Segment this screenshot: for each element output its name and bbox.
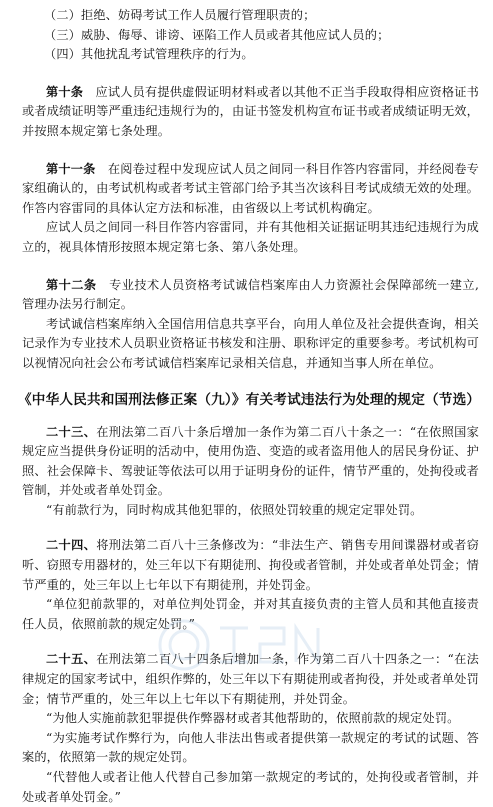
article-body: 专业技术人员资格考试诚信档案库由人力资源社会保障部统一建立,管理办法另行制定。 bbox=[22, 277, 479, 312]
section-25 bbox=[22, 650, 479, 709]
section-paragraph: “代替他人或者让他人代替自己参加第一款规定的考试的，处拘役或者管制，并处或者单处罚金。” bbox=[22, 770, 479, 804]
section-23 bbox=[22, 423, 479, 501]
article-paragraph: 考试诚信档案库纳入全国信用信息共享平台，向用人单位及社会提供查询，相关记录作为专业技术人员职业资格证书核发和注册、职称评定的重要参考。考试机构可以视情况向社会公布考试诚信档案库记录相关信息，并通知当事人所在单位。 bbox=[22, 316, 479, 370]
section-heading: 《中华人民共和国刑法修正案（九）》有关考试违法行为处理的规定（节选） bbox=[18, 391, 481, 408]
section-body: 在刑法第二百八十条后增加一条作为第二百八十条之一：“在依照国家规定应当提供身份证明的活动中，使用伪造、变造的或者盗用他人的居民身份证、护照、社会保障卡、驾驶证等依法可以用于证明身份的证件，情节严重的，处拘役或者管制，并处或者单处罚金。 bbox=[22, 424, 479, 498]
list-item: （二）拒绝、妨碍考试工作人员履行管理职责的； bbox=[44, 8, 316, 22]
section-body: 在刑法第二百八十四条后增加一条，作为第二百八十四条之一：“在法律规定的国家考试中，组织作弊的，处三年以下有期徒刑或者拘役，并处或者单处罚金；情节严重的，处三年以上七年以下有期徒刑，并处罚金。 bbox=[22, 652, 479, 706]
section-24 bbox=[22, 536, 479, 595]
article-title: 第十条 bbox=[46, 84, 84, 99]
section-title: 二十五、 bbox=[46, 652, 97, 667]
article-11 bbox=[22, 160, 479, 219]
article-paragraph: 应试人员之间同一科目作答内容雷同，并有其他相关证据证明其违纪违规行为成立的，视具体情形按照本规定第七条、第八条处理。 bbox=[22, 220, 479, 254]
section-paragraph: “单位犯前款罪的，对单位判处罚金，并对其直接负责的主管人员和其他直接责任人员，依照前款的规定处罚。” bbox=[22, 597, 479, 631]
article-title: 第十二条 bbox=[46, 277, 97, 292]
list-item: （三）威胁、侮辱、诽谤、诬陷工作人员或者其他应试人员的； bbox=[44, 27, 390, 42]
list-item: （四）其他扰乱考试管理秩序的行为。 bbox=[44, 47, 254, 62]
article-body: 应试人员有提供虚假证明材料或者以其他不正当手段取得相应资格证书或者成绩证明等严重违纪违规行为的，由证书签发机构宣布证书或者成绩证明无效，并按照本规定第七条处理。 bbox=[22, 84, 479, 138]
section-paragraph: “有前款行为，同时构成其他犯罪的，依照处罚较重的规定定罪处罚。 bbox=[46, 502, 423, 517]
section-title: 二十四、 bbox=[46, 538, 97, 553]
section-paragraph: “为实施考试作弊行为，向他人非法出售或者提供第一款规定的考试的试题、答案的，依照第一款的规定处罚。 bbox=[22, 730, 479, 765]
article-10 bbox=[22, 83, 479, 142]
section-body: 将刑法第二百八十三条修改为：“非法生产、销售专用间谍器材或者窃听、窃照专用器材的，处三年以下有期徒刑、拘役或者管制，并处或者单处罚金；情节严重的，处三年以上七年以下有期徒刑，并处罚金。 bbox=[22, 538, 479, 592]
article-title: 第十一条 bbox=[46, 161, 96, 176]
article-12 bbox=[22, 276, 479, 315]
section-paragraph: “为他人实施前款犯罪提供作弊器材或者其他帮助的，依照前款的规定处罚。 bbox=[46, 711, 460, 726]
section-title: 二十三、 bbox=[46, 424, 97, 439]
article-body: 在阅卷过程中发现应试人员之间同一科目作答内容雷同，并经阅卷专家组确认的，由考试机构或者考试主管部门给予其当次该科目考试成绩无效的处理。作答内容雷同的具体认定方法和标准，由省级以上考试机构确定。 bbox=[22, 161, 479, 215]
